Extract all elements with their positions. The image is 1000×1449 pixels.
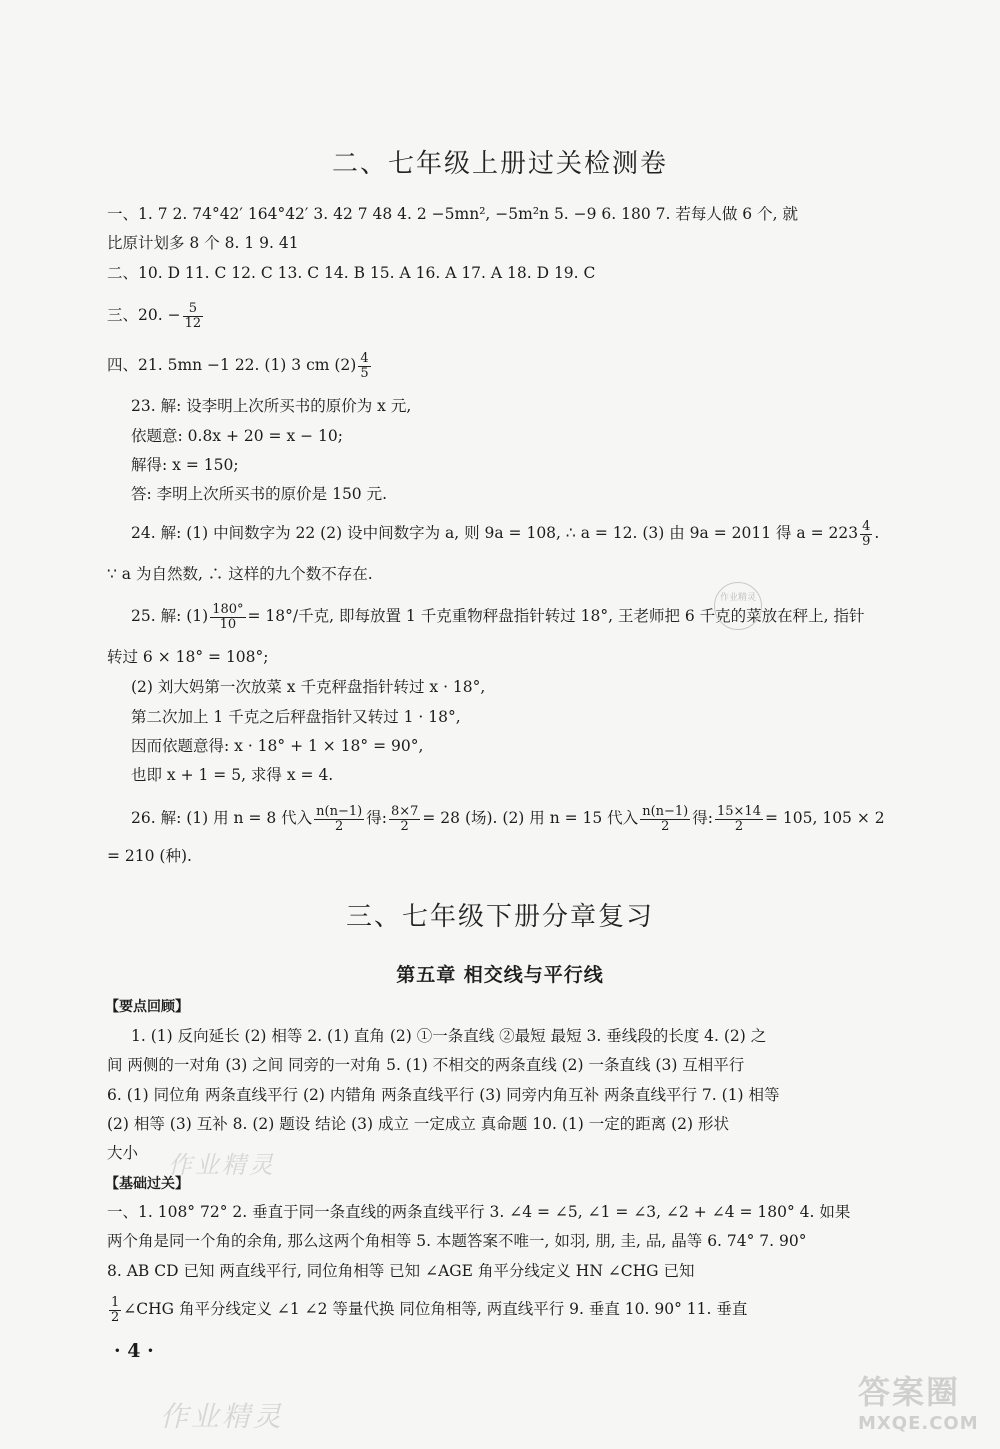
answer-line: 23. 解: 设李明上次所买书的原价为 x 元, — [131, 397, 412, 415]
answer-line: 二、10. D 11. C 12. C 13. C 14. B 15. A 16. A 17. A 18. D 19. C — [107, 264, 596, 282]
fraction-numerator: n(n−1) — [316, 804, 363, 819]
answer-text: 26. 解: (1) 用 n = 8 代入 — [131, 809, 313, 828]
answer-line — [131, 520, 879, 548]
basic-line: 8. AB CD 已知 两直线平行, 同位角相等 已知 ∠AGE 角平分线定义 HN ∠CHG 已知 — [107, 1262, 695, 1280]
answer-line: 第二次加上 1 千克之后秤盘指针又转过 1 · 18°, — [131, 708, 461, 726]
fraction — [109, 1296, 121, 1324]
answer-line: = 210 (种). — [107, 847, 192, 865]
watermark: 作业精灵 — [160, 1400, 285, 1433]
answer-line: 答: 李明上次所买书的原价是 150 元. — [131, 485, 388, 503]
review-line: (2) 相等 (3) 互补 8. (2) 题设 结论 (3) 成立 一定成立 真命题 10. (1) 一定的距离 (2) 形状 — [107, 1115, 730, 1133]
review-line: 大小 — [107, 1144, 139, 1162]
answer-line — [107, 302, 205, 330]
fraction-numerator: 15×14 — [717, 804, 761, 819]
answer-text: 四、21. 5mn −1 22. (1) 3 cm (2) — [107, 356, 357, 375]
answer-line: 比原计划多 8 个 8. 1 9. 41 — [107, 234, 299, 252]
fraction — [210, 603, 245, 631]
answer-text: = 105, 105 × 2 — [764, 809, 885, 828]
fraction-denominator: 9 — [862, 533, 871, 549]
fraction — [314, 805, 364, 833]
section-title: 三、七年级下册分章复习 — [345, 902, 654, 932]
fraction — [183, 302, 204, 330]
chapter-title: 第五章 相交线与平行线 — [396, 964, 604, 986]
logo-url: MXQE.COM — [858, 1413, 979, 1434]
logo-text: 答案圈 — [858, 1373, 961, 1411]
basic-line — [107, 1296, 747, 1324]
fraction-denominator: 2 — [734, 818, 744, 834]
fraction-numerator: 8×7 — [390, 804, 419, 819]
answer-line: 解得: x = 150; — [131, 456, 239, 474]
watermark: 作业精灵 — [168, 1151, 276, 1179]
site-logo — [858, 1367, 979, 1437]
answer-line — [131, 805, 885, 833]
answer-text: = 28 (场). (2) 用 n = 15 代入 — [422, 809, 639, 828]
section-tag: 【基础过关】 — [105, 1176, 189, 1192]
fraction-numerator: 4 — [862, 519, 871, 534]
answer-line: 依题意: 0.8x + 20 = x − 10; — [131, 427, 343, 445]
answer-line: 因而依题意得: x · 18° + 1 × 18° = 90°, — [131, 737, 424, 755]
answer-line: 转过 6 × 18° = 108°; — [107, 648, 269, 666]
fraction-denominator: 10 — [219, 616, 237, 632]
answer-text: 得: — [692, 809, 713, 828]
review-line: 间 两侧的一对角 (3) 之间 同旁的一对角 5. (1) 不相交的两条直线 (2) 一条直线 (3) 互相平行 — [107, 1056, 745, 1074]
review-line: 6. (1) 同位角 两条直线平行 (2) 内错角 两条直线平行 (3) 同旁内角互补 两条直线平行 7. (1) 相等 — [107, 1086, 780, 1104]
fraction-denominator: 12 — [184, 315, 202, 331]
answer-text: ∠CHG 角平分线定义 ∠1 ∠2 等量代换 同位角相等, 两直线平行 9. 垂直 10. 90° 11. 垂直 — [123, 1300, 748, 1319]
answer-text: 三、20. − — [107, 306, 181, 325]
fraction — [640, 805, 690, 833]
section-tag: 【要点回顾】 — [105, 999, 189, 1015]
answer-line: ∵ a 为自然数, ∴ 这样的九个数不存在. — [107, 565, 373, 583]
stamp-logo — [714, 582, 762, 630]
page-number: · 4 · — [114, 1340, 154, 1362]
answer-line: (2) 刘大妈第一次放菜 x 千克秤盘指针转过 x · 18°, — [131, 678, 486, 696]
answer-text: 24. 解: (1) 中间数字为 22 (2) 设中间数字为 a, 则 9a = 108, ∴ a = 12. (3) 由 9a = 2011 得 a = 223 — [131, 524, 859, 543]
stamp-text: 作业精灵 — [719, 593, 756, 603]
fraction-denominator: 2 — [335, 818, 344, 834]
answer-text: = 18°/千克, 即每放置 1 千克重物秤盘指针转过 18°, 王老师把 6 千克的菜放在秤上, 指针 — [247, 607, 865, 626]
fraction — [860, 520, 872, 548]
fraction — [715, 805, 763, 833]
answer-text: 得: — [366, 809, 387, 828]
fraction — [389, 805, 420, 833]
answer-text: 25. 解: (1) — [131, 607, 209, 626]
basic-line: 一、1. 108° 72° 2. 垂直于同一条直线的两条直线平行 3. ∠4 = ∠5, ∠1 = ∠3, ∠2 + ∠4 = 180° 4. 如果 — [107, 1203, 851, 1221]
fraction — [358, 352, 370, 380]
answer-text: . — [874, 524, 880, 543]
fraction-denominator: 5 — [360, 365, 369, 381]
answer-line — [107, 352, 373, 380]
section-title: 二、七年级上册过关检测卷 — [331, 149, 668, 179]
answer-line: 一、1. 7 2. 74°42′ 164°42′ 3. 42 7 48 4. 2 −5mn², −5m²n 5. −9 6. 180 7. 若每人做 6 个, 就 — [107, 205, 798, 223]
basic-line: 两个角是同一个角的余角, 那么这两个角相等 5. 本题答案不唯一, 如羽, 朋, 圭, 品, 晶等 6. 74° 7. 90° — [107, 1232, 807, 1250]
fraction-numerator: 1 — [111, 1295, 120, 1310]
fraction-denominator: 2 — [661, 818, 670, 834]
fraction-numerator: n(n−1) — [642, 804, 689, 819]
fraction-numerator: 5 — [183, 302, 204, 317]
fraction-denominator: 2 — [111, 1309, 120, 1325]
fraction-denominator: 2 — [400, 818, 409, 834]
fraction-numerator: 4 — [360, 351, 369, 366]
answer-line: 也即 x + 1 = 5, 求得 x = 4. — [131, 766, 334, 784]
fraction-numerator: 180° — [212, 602, 244, 617]
review-line: 1. (1) 反向延长 (2) 相等 2. (1) 直角 (2) ①一条直线 ②最短 最短 3. 垂线段的长度 4. (2) 之 — [131, 1027, 767, 1045]
